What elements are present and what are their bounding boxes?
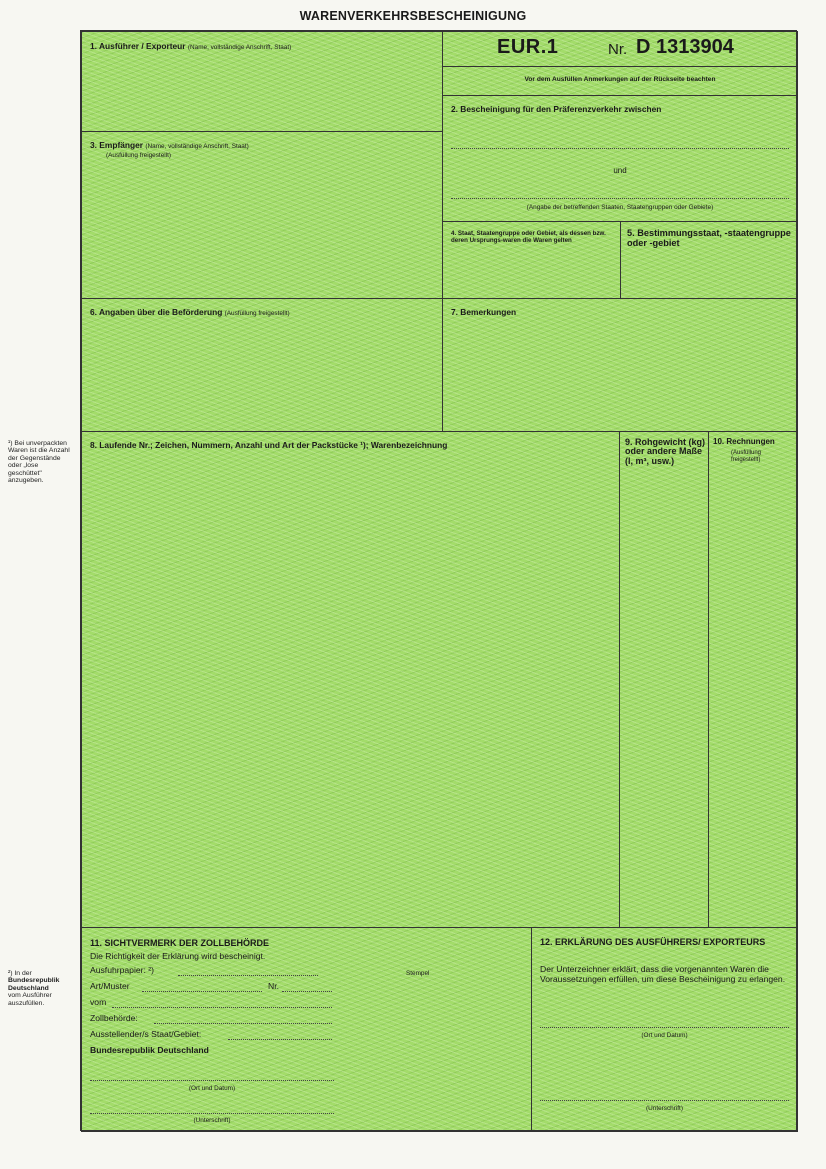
box-11-line-3b: Nr. [268, 981, 279, 991]
box-10-note: (Ausfüllung freigestellt) [731, 450, 762, 463]
box-11-dots-4 [112, 1007, 332, 1008]
box-6-transport[interactable] [81, 298, 443, 432]
box-5-destination[interactable] [620, 221, 798, 299]
eur1-label: EUR.1 [497, 36, 559, 58]
footnote-2-bold: Bundesrepublik Deutschland [8, 977, 60, 992]
box-8-goods[interactable] [81, 431, 620, 928]
box-5-text: 5. Bestimmungsstaat, -staatengruppe oder -gebiet [627, 228, 791, 249]
box-6-note: (Ausfüllung freigestellt) [224, 310, 290, 317]
box-11-place-line [90, 1080, 334, 1081]
box-1-exporter[interactable] [81, 31, 443, 132]
box-11-line-3a: Art/Muster [90, 981, 130, 991]
box-12-sign-line [540, 1100, 789, 1101]
box-11-dots-3a [142, 991, 262, 992]
box-3-note2: (Ausfüllung freigestellt) [106, 152, 172, 160]
box-2-line-2 [451, 198, 789, 199]
footnote-2 [8, 970, 76, 1007]
footnote-2-pre: ²) In der [8, 970, 32, 977]
box-3-label [90, 141, 435, 160]
box-2-title: 2. Bescheinigung für den Präferenzverkehr zwischen [451, 104, 662, 114]
box-3-note: (Name, vollständige Anschrift, Staat) [145, 143, 249, 150]
box-10-title: 10. Rechnungen [713, 437, 775, 446]
footnote-1-text: ¹) Bei unverpackten Waren ist die Anzahl der Gegenstände oder „lose geschüttet" anzugeben. [8, 440, 70, 485]
eur1-form [80, 30, 797, 1131]
box-12-title: 12. ERKLÄRUNG DES AUSFÜHRERS/ EXPORTEURS [540, 937, 766, 947]
header-eur1 [442, 31, 798, 67]
box-12-signature: (Unterschrift) [646, 1105, 683, 1112]
box-6-title: 6. Angaben über die Beförderung [90, 307, 223, 317]
box-11-dots-2 [178, 975, 318, 976]
box-7-title: 7. Bemerkungen [451, 307, 517, 317]
box-11-stamp: Stempel [406, 970, 430, 977]
box-11-line-2: Ausfuhrpapier: ²) [90, 965, 155, 975]
box-3-title: 3. Empfänger [90, 140, 144, 150]
box-4-origin[interactable] [442, 221, 621, 299]
footnote-1 [8, 440, 70, 485]
box-11-dots-5 [154, 1023, 332, 1024]
nr-prefix: Nr. [608, 41, 628, 58]
box-4-text: 4. Staat, Staatengruppe oder Gebiet, als dessen bzw. deren Ursprungs-waren die Waren gelten [451, 230, 606, 245]
box-3-consignee[interactable] [81, 131, 443, 299]
instruction-text: Vor dem Ausfüllen Anmerkungen auf der Rückseite beachten [524, 76, 716, 83]
box-11-dots-6 [228, 1039, 332, 1040]
box-12-declaration[interactable] [531, 927, 798, 1132]
box-9-weight[interactable] [619, 431, 709, 928]
box-9-title: 9. Rohgewicht (kg) oder andere Maße (l, m³, usw.) [625, 437, 706, 466]
box-2-preference[interactable] [442, 95, 798, 222]
box-2-note: (Angabe der betreffenden Staaten, Staatengruppen oder Gebiete) [526, 204, 714, 211]
certificate-number: D 1313904 [636, 36, 734, 58]
box-11-dots-3b [282, 991, 332, 992]
box-2-und: und [613, 166, 627, 175]
header-instruction [442, 66, 798, 96]
box-11-line-6: Ausstellender/s Staat/Gebiet: [90, 1029, 202, 1039]
box-11-line-4: vom [90, 997, 107, 1007]
box-7-remarks[interactable] [442, 298, 798, 432]
box-10-invoices[interactable] [708, 431, 798, 928]
box-11-place-date: (Ort und Datum) [188, 1085, 236, 1092]
box-11-customs[interactable] [81, 927, 532, 1132]
box-11-line-7: Bundesrepublik Deutschland [90, 1045, 209, 1055]
box-11-line-1: Die Richtigkeit der Erklärung wird bescheinigt. [90, 951, 266, 961]
box-11-signature: (Unterschrift) [193, 1117, 231, 1124]
box-12-place-line [540, 1027, 789, 1028]
box-1-title: 1. Ausführer / Exporteur [90, 41, 186, 51]
page-title: WARENVERKEHRSBESCHEINIGUNG [299, 9, 527, 23]
box-12-text: Der Unterzeichner erklärt, dass die vorgenannten Waren die Voraussetzungen erfüllen, um diese Bescheinigung zu erlangen. [540, 964, 786, 985]
box-11-line-5: Zollbehörde: [90, 1013, 138, 1023]
box-11-sign-line [90, 1113, 334, 1114]
box-8-title: 8. Laufende Nr.; Zeichen, Nummern, Anzahl und Art der Packstücke ¹); Warenbezeichnung [90, 440, 448, 450]
footnote-2-post: vom Ausführer auszufüllen. [8, 992, 52, 1007]
box-6-label [90, 308, 435, 317]
box-1-note: (Name, vollständige Anschrift, Staat) [187, 44, 292, 51]
box-12-place-date: (Ort und Datum) [641, 1032, 688, 1039]
box-11-title: 11. SICHTVERMERK DER ZOLLBEHÖRDE [90, 938, 270, 948]
box-2-line-1 [451, 148, 789, 149]
box-1-label [90, 42, 435, 51]
